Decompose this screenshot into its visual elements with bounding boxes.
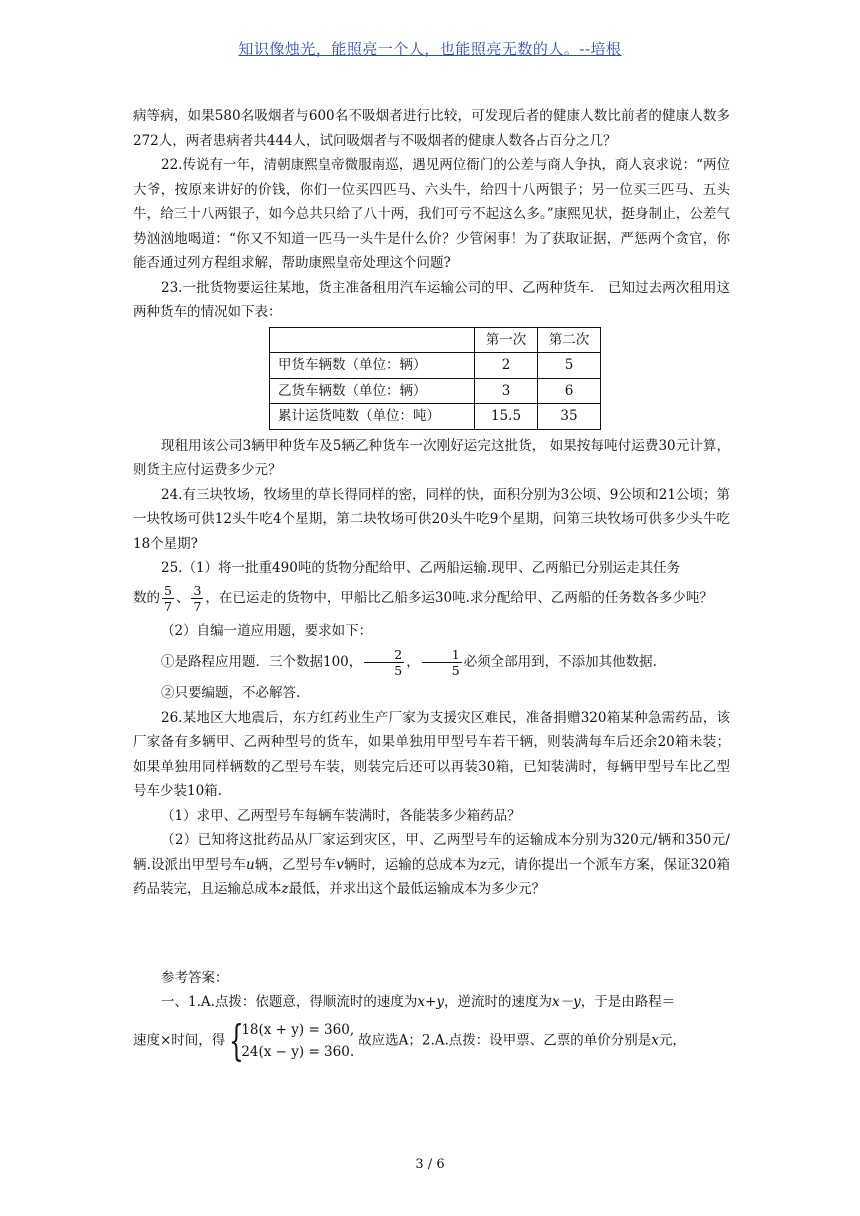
page-header-quote: 知识像烛光，能照亮一个人，也能照亮无数的人。--培根 — [238, 40, 622, 58]
table-header-row — [270, 327, 601, 353]
fraction-denominator: 7 — [164, 598, 172, 614]
table-header-cell: 第一次 — [475, 327, 538, 353]
problem-23-question: 现租用该公司3辆甲种货车及5辆乙种货车一次刚好运完这批货， 如果按每吨付运费30元计算，则货主应付运费多少元？ — [133, 437, 730, 478]
problem-26-part2 — [133, 828, 730, 902]
table-cell: 甲货车辆数（单位：辆） — [270, 353, 475, 379]
table-cell: 6 — [538, 378, 601, 404]
fraction-5-7 — [162, 583, 174, 614]
table-cell: 15.5 — [475, 404, 538, 430]
text-run: 必须全部用到，不添加其他数据. — [463, 654, 657, 670]
problem-22: 22.传说有一年，清朝康熙皇帝微服南巡，遇见两位衙门的公差与商人争执，商人哀求说：“两位大爷，按原来讲好的价钱，你们一位买四匹马、六头牛，给四十八两银子；另一位买三匹马、五头牛，给三十八两银子，如今总共只给了八十两，我们可亏不起这么多。”康熙见状，挺身制止，公差气势汹汹地喝道：“你又不知道一匹马一头牛是什么价？少管闲事！为了获取证据，严惩两个贪官，你能否通过列方程组求解，帮助康熙皇帝处理这个问题? — [133, 157, 730, 271]
table-header-cell — [270, 327, 475, 353]
table-header-cell: 第二次 — [538, 327, 601, 353]
table-cell: 5 — [538, 353, 601, 379]
problem-25-part1-line2 — [133, 581, 730, 615]
text-run: （2）已知将这批药品从厂家运到灾区，甲、乙两型号车的运输成本分别为320元/辆和350元/辆.设派出甲型号车 — [133, 832, 730, 873]
text-run: 、 — [175, 589, 190, 606]
expression-x-plus-y: x+y — [417, 994, 444, 1010]
expression-x-minus-y: x－y — [551, 994, 581, 1010]
fraction-numerator: 1 — [422, 647, 462, 663]
text-run: ①是路程应用题．三个数据100， — [161, 654, 363, 670]
text-run: 辆时，运输的总成本为 — [343, 856, 480, 873]
fraction-denominator: 5 — [394, 663, 403, 678]
text-run: ，在已运走的货物中，甲船比乙船多运30吨.求分配给甲、乙两船的任务数各多少吨？ — [205, 589, 713, 606]
problem-25-requirement-1 — [133, 643, 730, 681]
page-number: 3 / 6 — [415, 1157, 445, 1172]
equation-row: 18(x + y) = 360, — [241, 1021, 355, 1038]
brace-symbol: { — [229, 1015, 245, 1065]
equation-row: 24(x − y) = 360. — [241, 1043, 355, 1060]
equation-system — [229, 1015, 355, 1065]
table-cell: 2 — [475, 353, 538, 379]
text-run: 元，请你提出一个派车方案，保证320箱药品装完，且运输总成本 — [133, 856, 731, 897]
fraction-denominator: 7 — [193, 598, 202, 614]
answer-section-title: 参考答案： — [161, 969, 229, 986]
problem-21-continuation: 病等病，如果580名吸烟者与600名不吸烟者进行比较，可发现后者的健康人数比前者的健康人数多272人，两者患病者共444人，试问吸烟者与不吸烟者的健康人数各占百分之几？ — [133, 108, 730, 149]
text-run: ，于是由路程＝ — [580, 994, 676, 1010]
text-run: 速度×时间，得 — [133, 1032, 226, 1048]
variable-v: v — [336, 856, 344, 873]
table-row — [270, 378, 601, 404]
fraction-3-7 — [191, 583, 203, 614]
problem-26: 26.某地区大地震后，东方红药业生产厂家为支援灾区难民，准备捐赠320箱某种急需药品，该厂家备有多辆甲、乙两种型号的货车，如果单独用甲型号车若干辆，则装满每车后还余20箱未装；如果单独用同样辆数的乙型号车装，则装完后还可以再装30箱，已知装满时，每辆甲型号车比乙型号车少装10箱. — [133, 709, 730, 799]
text-run: ， — [406, 654, 420, 670]
answer-1-line1 — [133, 990, 730, 1015]
table-cell: 35 — [538, 404, 601, 430]
fraction-2-5 — [364, 647, 404, 678]
text-run: 一、1.A.点拨：依题意，得顺流时的速度为 — [161, 994, 418, 1010]
text-run: ，逆流时的速度为 — [443, 994, 552, 1010]
text-run: 最低，并求出这个最低运输成本为多少元？ — [288, 881, 546, 897]
variable-z: z — [479, 856, 487, 873]
variable-z: z — [281, 881, 289, 897]
fraction-1-5 — [422, 647, 462, 678]
fraction-numerator: 5 — [164, 582, 172, 598]
fraction-denominator: 5 — [451, 663, 460, 678]
page-content — [133, 104, 730, 1063]
text-run: 元， — [658, 1032, 686, 1048]
fraction-numerator: 2 — [364, 647, 404, 663]
table-cell: 3 — [475, 378, 538, 404]
variable-u: u — [246, 856, 255, 873]
problem-24: 24.有三块牧场，牧场里的草长得同样的密，同样的快，面积分别为3公顷、9公顷和21公顷；第一块牧场可供12头牛吃4个星期，第二块牧场可供20头牛吃9个星期，问第三块牧场可供多少头牛吃18个星期? — [133, 486, 730, 552]
table-cell: 累计运货吨数（单位：吨） — [270, 404, 475, 430]
variable-x: x — [651, 1032, 659, 1048]
answer-1-line2 — [133, 1015, 730, 1065]
problem-23: 23.一批货物要运往某地，货主准备租用汽车运输公司的甲、乙两种货车． 已知过去两次租用这两种货车的情况如下表： — [133, 279, 730, 320]
table-cell: 乙货车辆数（单位：辆） — [270, 378, 475, 404]
text-run: 辆，乙型号车 — [254, 856, 337, 873]
table-row — [270, 404, 601, 430]
problem-26-part1: （1）求甲、乙两型号车每辆车装满时，各能装多少箱药品？ — [161, 807, 521, 824]
problem-25-part1-line1: 25.（1）将一批重490吨的货物分配给甲、乙两船运输.现甲、乙两船已分别运走其任务 — [161, 560, 681, 576]
section-gap — [133, 902, 730, 966]
problem-25-requirement-2: ②只要编题，不必解答. — [161, 685, 301, 701]
truck-rental-table — [269, 327, 601, 430]
text-run: 故应选A；2.A.点拨：设甲票、乙票的单价分别是 — [358, 1032, 652, 1048]
table-row — [270, 353, 601, 379]
fraction-numerator: 3 — [193, 582, 202, 598]
problem-25-part2: （2）自编一道应用题，要求如下： — [161, 622, 373, 639]
text-run: 数的 — [133, 589, 160, 606]
